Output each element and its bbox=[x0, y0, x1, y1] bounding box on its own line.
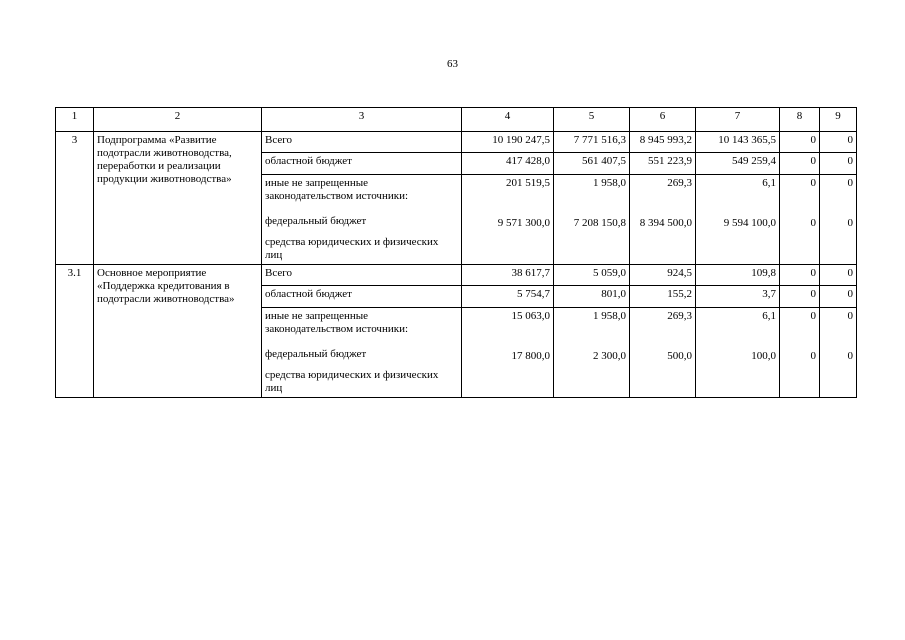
header-cell: 4 bbox=[462, 108, 554, 132]
federal-value: 1 958,0 bbox=[593, 310, 626, 322]
federal-value: 6,1 bbox=[762, 310, 776, 322]
value-cell: 0 bbox=[820, 265, 857, 286]
legal-value: 17 800,0 bbox=[511, 350, 550, 362]
header-cell: 5 bbox=[554, 108, 630, 132]
federal-value: 15 063,0 bbox=[511, 310, 550, 322]
value-cell bbox=[696, 308, 780, 398]
value-cell: 924,5 bbox=[630, 265, 696, 286]
value-cell: 549 259,4 bbox=[696, 153, 780, 175]
legal-value: 0 bbox=[810, 217, 816, 229]
legal-value: 9 594 100,0 bbox=[723, 217, 776, 229]
value-cell: 3,7 bbox=[696, 286, 780, 308]
section-name: Основное мероприятие «Поддержка кредитования в подотрасли животноводства» bbox=[94, 265, 262, 398]
section-name: Подпрограмма «Развитие подотрасли животноводства, переработки и реализации продукции животноводства» bbox=[94, 132, 262, 265]
federal-value: 0 bbox=[847, 177, 853, 189]
legal-value: 7 208 150,8 bbox=[573, 217, 626, 229]
legal-value: 0 bbox=[810, 350, 816, 362]
value-cell bbox=[780, 175, 820, 265]
other-sources-heading: иные не запрещенные законодательством источники: bbox=[265, 310, 409, 335]
value-cell: 38 617,7 bbox=[462, 265, 554, 286]
value-cell: 10 143 365,5 bbox=[696, 132, 780, 153]
other-sources-cell bbox=[262, 175, 462, 265]
legal-value: 0 bbox=[847, 350, 853, 362]
federal-value: 201 519,5 bbox=[506, 177, 550, 189]
row-label: Всего bbox=[262, 265, 462, 286]
section-index: 3.1 bbox=[56, 265, 94, 398]
value-cell bbox=[554, 175, 630, 265]
legal-value: 500,0 bbox=[667, 350, 692, 362]
value-cell: 8 945 993,2 bbox=[630, 132, 696, 153]
header-cell: 2 bbox=[94, 108, 262, 132]
table-row bbox=[56, 132, 857, 153]
row-label: областной бюджет bbox=[262, 153, 462, 175]
legal-value: 0 bbox=[847, 217, 853, 229]
value-cell bbox=[630, 175, 696, 265]
value-cell: 5 059,0 bbox=[554, 265, 630, 286]
federal-value: 6,1 bbox=[762, 177, 776, 189]
budget-table bbox=[55, 107, 857, 398]
value-cell: 0 bbox=[780, 286, 820, 308]
row-label: Всего bbox=[262, 132, 462, 153]
federal-value: 0 bbox=[810, 310, 816, 322]
value-cell bbox=[630, 308, 696, 398]
federal-budget-label: федеральный бюджет bbox=[265, 348, 367, 360]
value-cell bbox=[554, 308, 630, 398]
value-cell: 0 bbox=[780, 265, 820, 286]
federal-value: 1 958,0 bbox=[593, 177, 626, 189]
other-sources-heading: иные не запрещенные законодательством источники: bbox=[265, 177, 409, 202]
other-sources-cell bbox=[262, 308, 462, 398]
federal-value: 0 bbox=[847, 310, 853, 322]
value-cell: 801,0 bbox=[554, 286, 630, 308]
value-cell: 109,8 bbox=[696, 265, 780, 286]
value-cell: 417 428,0 bbox=[462, 153, 554, 175]
header-cell: 8 bbox=[780, 108, 820, 132]
section-index: 3 bbox=[56, 132, 94, 265]
federal-budget-label: федеральный бюджет bbox=[265, 215, 367, 227]
value-cell: 7 771 516,3 bbox=[554, 132, 630, 153]
legal-entities-label: средства юридических и физических лиц bbox=[265, 236, 439, 261]
value-cell: 551 223,9 bbox=[630, 153, 696, 175]
value-cell: 0 bbox=[820, 286, 857, 308]
row-label: областной бюджет bbox=[262, 286, 462, 308]
value-cell bbox=[820, 308, 857, 398]
legal-entities-label: средства юридических и физических лиц bbox=[265, 369, 439, 394]
federal-value: 269,3 bbox=[667, 177, 692, 189]
value-cell bbox=[462, 175, 554, 265]
table-row bbox=[56, 265, 857, 286]
header-row bbox=[56, 108, 857, 132]
value-cell: 0 bbox=[820, 132, 857, 153]
value-cell: 0 bbox=[820, 153, 857, 175]
value-cell: 5 754,7 bbox=[462, 286, 554, 308]
value-cell: 0 bbox=[780, 153, 820, 175]
federal-value: 269,3 bbox=[667, 310, 692, 322]
value-cell bbox=[462, 308, 554, 398]
legal-value: 9 571 300,0 bbox=[497, 217, 550, 229]
header-cell: 3 bbox=[262, 108, 462, 132]
value-cell bbox=[780, 308, 820, 398]
federal-value: 0 bbox=[810, 177, 816, 189]
legal-value: 100,0 bbox=[751, 350, 776, 362]
value-cell: 0 bbox=[780, 132, 820, 153]
legal-value: 8 394 500,0 bbox=[639, 217, 692, 229]
header-cell: 7 bbox=[696, 108, 780, 132]
header-cell: 1 bbox=[56, 108, 94, 132]
value-cell: 155,2 bbox=[630, 286, 696, 308]
header-cell: 9 bbox=[820, 108, 857, 132]
legal-value: 2 300,0 bbox=[593, 350, 626, 362]
page-number: 63 bbox=[447, 58, 458, 70]
value-cell bbox=[820, 175, 857, 265]
value-cell bbox=[696, 175, 780, 265]
header-cell: 6 bbox=[630, 108, 696, 132]
value-cell: 561 407,5 bbox=[554, 153, 630, 175]
value-cell: 10 190 247,5 bbox=[462, 132, 554, 153]
